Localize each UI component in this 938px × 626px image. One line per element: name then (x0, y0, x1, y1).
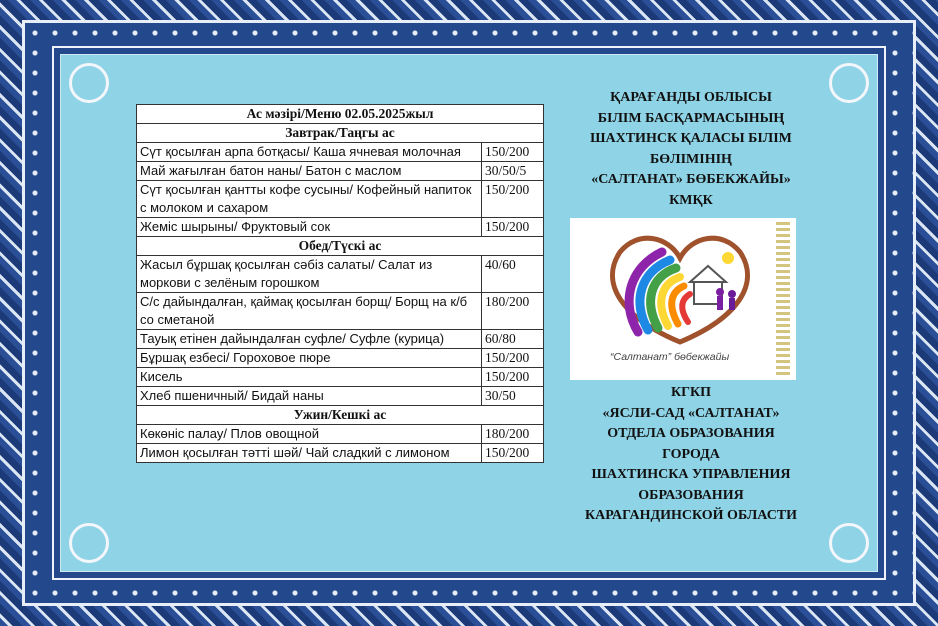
menu-section-title: Завтрак/Таңгы ас (137, 124, 544, 143)
corner-ornament-icon (69, 63, 109, 103)
menu-item-row (137, 162, 544, 181)
dish-name: Бұршақ езбесі/ Гороховое пюре (137, 349, 482, 368)
org-ru-line: ОБРАЗОВАНИЯ (638, 487, 744, 503)
portion-size: 150/200 (482, 181, 544, 218)
portion-size: 30/50/5 (482, 162, 544, 181)
portion-size: 40/60 (482, 256, 544, 293)
org-name-russian (556, 383, 826, 527)
menu-item-row (137, 330, 544, 349)
org-ru-line: ОТДЕЛА ОБРАЗОВАНИЯ (607, 426, 775, 441)
menu-item-row (137, 218, 544, 237)
dish-name: Хлеб пшеничный/ Бидай наны (137, 387, 482, 406)
menu-item-row (137, 425, 544, 444)
dish-name: Май жағылған батон наны/ Батон с маслом (137, 162, 482, 181)
corner-ornament-icon (829, 523, 869, 563)
org-kz-line: ҚАРАҒАНДЫ ОБЛЫСЫ (610, 90, 772, 105)
menu-item-row (137, 293, 544, 330)
menu-item-row (137, 143, 544, 162)
dish-name: Кисель (137, 368, 482, 387)
portion-size: 150/200 (482, 349, 544, 368)
menu-title-row (137, 105, 544, 124)
corner-ornament-icon (829, 63, 869, 103)
dish-name: Сүт қосылған арпа ботқасы/ Каша ячневая молочная (137, 143, 482, 162)
dish-name: Лимон қосылған тәтті шәй/ Чай сладкий с лимоном (137, 444, 482, 463)
menu-section-title: Обед/Түскі ас (137, 237, 544, 256)
menu-table (136, 104, 544, 463)
org-name-kazakh (556, 88, 826, 211)
menu-section-title: Ужин/Кешкі ас (137, 406, 544, 425)
dish-name: Тауық етінен дайындалған суфле/ Суфле (курица) (137, 330, 482, 349)
menu-section-row (137, 406, 544, 425)
org-kz-line: БІЛІМ БАСҚАРМАСЫНЫҢ (597, 110, 785, 126)
portion-size: 150/200 (482, 444, 544, 463)
org-ru-line: ШАХТИНСКА УПРАВЛЕНИЯ (591, 467, 791, 482)
org-kz-line: КМҚК (669, 192, 713, 208)
portion-size: 180/200 (482, 425, 544, 444)
menu-item-row (137, 181, 544, 218)
menu-item-row (137, 349, 544, 368)
portion-size: 30/50 (482, 387, 544, 406)
portion-size: 150/200 (482, 218, 544, 237)
org-ru-line: КАРАГАНДИНСКОЙ ОБЛАСТИ (584, 508, 798, 523)
kindergarten-logo (570, 218, 796, 380)
portion-size: 150/200 (482, 368, 544, 387)
menu-item-row (137, 444, 544, 463)
menu-title: Ас мәзірі/Меню 02.05.2025жыл (137, 105, 544, 124)
portion-size: 150/200 (482, 143, 544, 162)
menu-item-row (137, 368, 544, 387)
dish-name: С/с дайындалған, қаймақ қосылған борщ/ Борщ на к/б со сметаной (137, 293, 482, 330)
portion-size: 180/200 (482, 293, 544, 330)
dish-name: Көкөніс палау/ Плов овощной (137, 425, 482, 444)
org-ru-line: «ЯСЛИ-САД «САЛТАНАТ» (602, 405, 780, 421)
logo-side-ornament (776, 222, 790, 376)
menu-item-row (137, 256, 544, 293)
menu-section-row (137, 237, 544, 256)
org-kz-line: «САЛТАНАТ» БӨБЕКЖАЙЫ» (591, 172, 791, 187)
portion-size: 60/80 (482, 330, 544, 349)
menu-section-row (137, 124, 544, 143)
dish-name: Сүт қосылған қантты кофе сусыны/ Кофейный напиток с молоком и сахаром (137, 181, 482, 218)
org-ru-line: КГКП (670, 385, 712, 400)
org-kz-line: ШАХТИНСК ҚАЛАСЫ БІЛІМ (590, 131, 792, 146)
org-ru-line: ГОРОДА (662, 446, 720, 462)
logo-caption: “Салтанат” бөбекжайы (610, 351, 730, 363)
heart-logo-icon (580, 222, 780, 352)
dish-name: Жеміс шырыны/ Фруктовый сок (137, 218, 482, 237)
corner-ornament-icon (69, 523, 109, 563)
dish-name: Жасыл бұршақ қосылған сәбіз салаты/ Салат из моркови с зелёным горошком (137, 256, 482, 293)
menu-item-row (137, 387, 544, 406)
org-kz-line: БӨЛІМІНІҢ (650, 151, 732, 167)
